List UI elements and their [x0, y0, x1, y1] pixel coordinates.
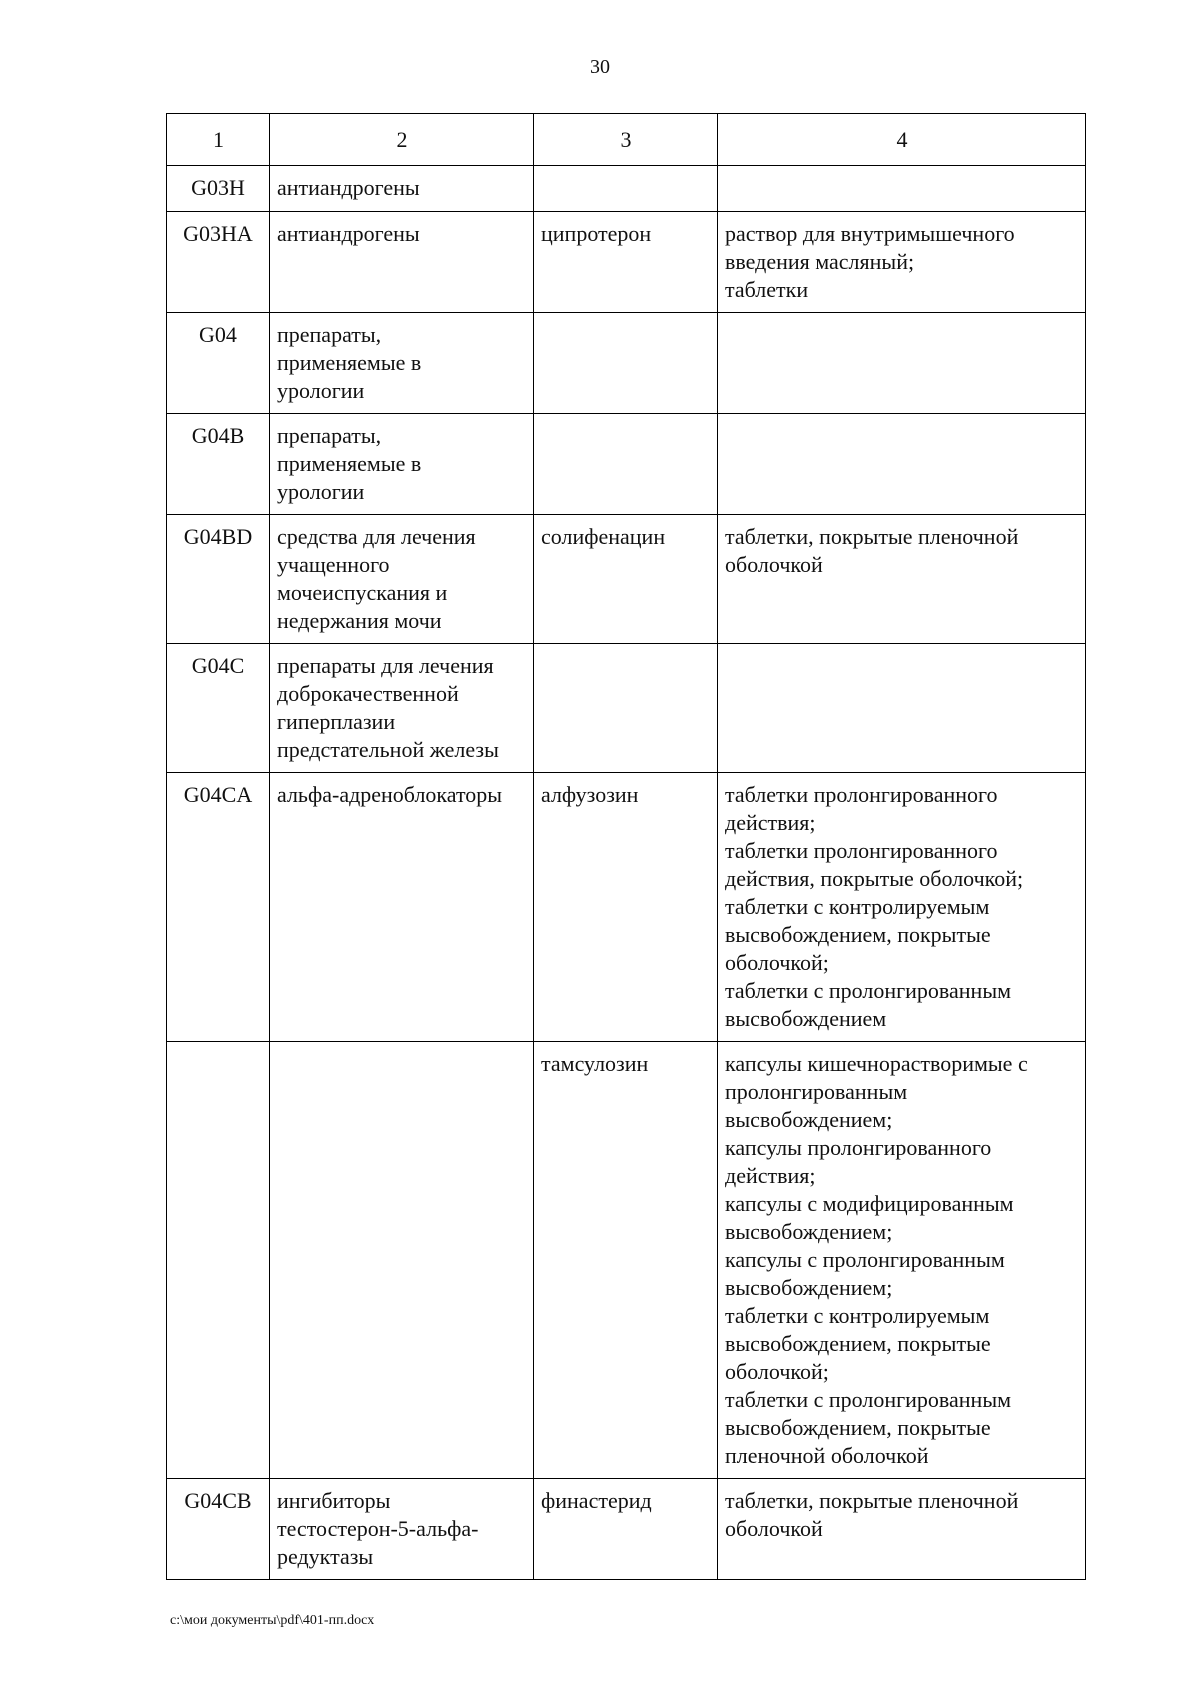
group-name-line: средства для лечения [277, 524, 476, 549]
dosage-forms-line: оболочкой; [725, 1359, 829, 1384]
substance-cell [534, 644, 718, 773]
dosage-forms-line: таблетки пролонгированного [725, 838, 998, 863]
atc-code-cell: G04B [167, 414, 270, 515]
dosage-forms-line: оболочкой [725, 1516, 823, 1541]
group-name-line: антиандрогены [277, 221, 420, 246]
dosage-forms-line: высвобождением; [725, 1275, 893, 1300]
dosage-forms-cell [718, 166, 1086, 212]
atc-code-cell [167, 1042, 270, 1479]
dosage-forms-line: высвобождением, покрытые [725, 1331, 991, 1356]
substance-cell [534, 166, 718, 212]
table-row [167, 515, 1086, 644]
dosage-forms-cell [718, 644, 1086, 773]
group-name-line: урологии [277, 479, 365, 504]
table-row [167, 166, 1086, 212]
substance-cell [534, 212, 718, 313]
atc-code-cell: G04BD [167, 515, 270, 644]
group-name-line: антиандрогены [277, 175, 420, 200]
dosage-forms-cell [718, 212, 1086, 313]
substance-line: финастерид [541, 1488, 652, 1513]
dosage-forms-line: таблетки, покрытые пленочной [725, 1488, 1019, 1513]
substance-line: ципротерон [541, 221, 652, 246]
dosage-forms-cell [718, 414, 1086, 515]
substance-cell [534, 313, 718, 414]
dosage-forms-line: капсулы с модифицированным [725, 1191, 1014, 1216]
dosage-forms-line: таблетки, покрытые пленочной [725, 524, 1019, 549]
group-name-cell [270, 212, 534, 313]
header-cell-2: 2 [270, 114, 534, 166]
table-row [167, 773, 1086, 1042]
group-name-line: недержания мочи [277, 608, 442, 633]
group-name-cell [270, 773, 534, 1042]
substance-cell [534, 515, 718, 644]
group-name-line: предстательной железы [277, 737, 499, 762]
dosage-forms-line: действия, покрытые оболочкой; [725, 866, 1024, 891]
group-name-cell [270, 166, 534, 212]
table-header-row [167, 114, 1086, 166]
table-row [167, 313, 1086, 414]
dosage-forms-line: пленочной оболочкой [725, 1443, 929, 1468]
dosage-forms-line: капсулы кишечнорастворимые с [725, 1051, 1028, 1076]
substance-line: алфузозин [541, 782, 639, 807]
group-name-line: ингибиторы [277, 1488, 391, 1513]
atc-code-cell: G04C [167, 644, 270, 773]
header-cell-4: 4 [718, 114, 1086, 166]
group-name-line: препараты для лечения [277, 653, 494, 678]
group-name-line: урологии [277, 378, 365, 403]
atc-code-cell: G04CB [167, 1479, 270, 1580]
dosage-forms-line: капсулы с пролонгированным [725, 1247, 1005, 1272]
group-name-line: препараты, [277, 423, 382, 448]
header-cell-1: 1 [167, 114, 270, 166]
substance-cell [534, 1479, 718, 1580]
dosage-forms-line: таблетки с пролонгированным [725, 978, 1012, 1003]
atc-code-cell: G04 [167, 313, 270, 414]
group-name-cell [270, 644, 534, 773]
group-name-line: учащенного [277, 552, 390, 577]
group-name-cell [270, 1479, 534, 1580]
dosage-forms-cell [718, 1479, 1086, 1580]
group-name-cell [270, 1042, 534, 1479]
group-name-line: мочеиспускания и [277, 580, 448, 605]
drug-table [166, 113, 1086, 1580]
dosage-forms-line: таблетки с контролируемым [725, 1303, 990, 1328]
dosage-forms-line: высвобождением, покрытые [725, 1415, 991, 1440]
dosage-forms-line: высвобождением [725, 1006, 887, 1031]
dosage-forms-line: оболочкой; [725, 950, 829, 975]
group-name-cell [270, 313, 534, 414]
table-row [167, 644, 1086, 773]
dosage-forms-cell [718, 773, 1086, 1042]
table-body [167, 114, 1086, 1580]
substance-cell [534, 1042, 718, 1479]
atc-code-cell: G03H [167, 166, 270, 212]
table-row [167, 212, 1086, 313]
group-name-line: применяемые в [277, 451, 422, 476]
dosage-forms-line: действия; [725, 1163, 816, 1188]
substance-line: солифенацин [541, 524, 666, 549]
dosage-forms-line: высвобождением, покрытые [725, 922, 991, 947]
dosage-forms-line: таблетки пролонгированного [725, 782, 998, 807]
footer-file-path: c:\мои документы\pdf\401-пп.docx [170, 1613, 375, 1628]
dosage-forms-line: введения масляный; [725, 249, 915, 274]
group-name-line: препараты, [277, 322, 382, 347]
page-number: 30 [590, 56, 610, 78]
dosage-forms-line: таблетки с контролируемым [725, 894, 990, 919]
dosage-forms-cell [718, 313, 1086, 414]
header-cell-3: 3 [534, 114, 718, 166]
dosage-forms-line: пролонгированным [725, 1079, 908, 1104]
table-row [167, 414, 1086, 515]
group-name-line: применяемые в [277, 350, 422, 375]
dosage-forms-line: раствор для внутримышечного [725, 221, 1015, 246]
atc-code-cell: G04CA [167, 773, 270, 1042]
dosage-forms-cell [718, 515, 1086, 644]
substance-cell [534, 414, 718, 515]
dosage-forms-line: высвобождением; [725, 1219, 893, 1244]
dosage-forms-line: капсулы пролонгированного [725, 1135, 992, 1160]
table-row [167, 1479, 1086, 1580]
dosage-forms-cell [718, 1042, 1086, 1479]
group-name-cell [270, 414, 534, 515]
dosage-forms-line: таблетки с пролонгированным [725, 1387, 1012, 1412]
group-name-line: тестостерон-5-альфа- [277, 1516, 479, 1541]
group-name-line: гиперплазии [277, 709, 396, 734]
group-name-line: редуктазы [277, 1544, 374, 1569]
dosage-forms-line: оболочкой [725, 552, 823, 577]
dosage-forms-line: таблетки [725, 277, 809, 302]
table-row [167, 1042, 1086, 1479]
dosage-forms-line: действия; [725, 810, 816, 835]
substance-cell [534, 773, 718, 1042]
atc-code-cell: G03HA [167, 212, 270, 313]
group-name-cell [270, 515, 534, 644]
substance-line: тамсулозин [541, 1051, 649, 1076]
group-name-line: доброкачественной [277, 681, 459, 706]
dosage-forms-line: высвобождением; [725, 1107, 893, 1132]
group-name-line: альфа-адреноблокаторы [277, 782, 503, 807]
